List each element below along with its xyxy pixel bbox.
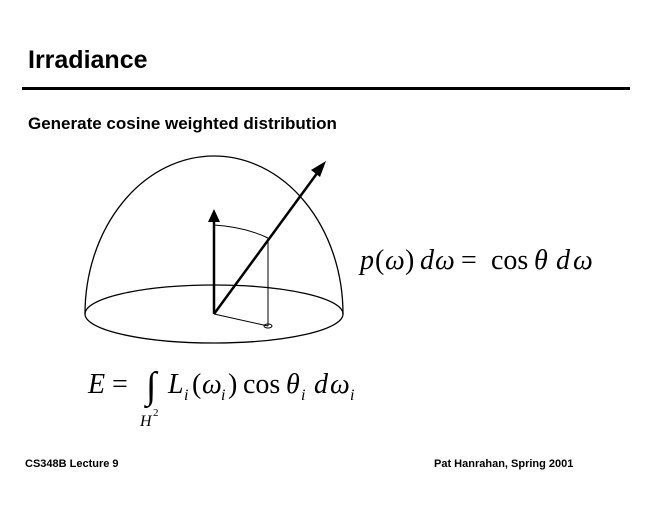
pdf-omega2: ω: [435, 245, 455, 276]
irr-theta-sub: i: [301, 387, 306, 404]
pdf-d2: d: [556, 245, 570, 276]
irr-L: L: [168, 369, 184, 400]
footer-course: CS348B Lecture 9: [25, 458, 119, 470]
irr-E: E: [88, 369, 106, 400]
pdf-equals: =: [461, 245, 477, 276]
footer-author: Pat Hanrahan, Spring 2001: [434, 458, 574, 470]
slide-subtitle: Generate cosine weighted distribution: [28, 114, 337, 133]
pdf-close-paren: ): [405, 245, 415, 276]
pdf-p: p: [360, 245, 374, 276]
irr-omega: ω: [202, 369, 222, 400]
irr-d: d: [314, 369, 328, 400]
irr-omega2: ω: [330, 369, 350, 400]
pdf-omega3: ω: [573, 245, 593, 276]
irr-close-paren: ): [228, 369, 238, 400]
irr-L-sub: i: [184, 387, 189, 404]
irr-theta: θ: [286, 369, 300, 400]
pdf-open-paren: (: [375, 245, 385, 276]
irr-equals: =: [112, 369, 128, 400]
irr-omega2-sub: i: [350, 387, 355, 404]
pdf-cos: cos: [491, 245, 529, 276]
irr-domain: H: [140, 413, 152, 430]
pdf-d1: d: [420, 245, 434, 276]
pdf-theta: θ: [534, 245, 548, 276]
irr-integral: ∫: [146, 365, 157, 407]
irr-open-paren: (: [192, 369, 202, 400]
slide-title: Irradiance: [28, 46, 148, 74]
irr-cos: cos: [243, 369, 281, 400]
pdf-omega: ω: [385, 245, 405, 276]
irr-omega-sub: i: [221, 387, 226, 404]
irr-domain-sup: 2: [153, 407, 159, 419]
